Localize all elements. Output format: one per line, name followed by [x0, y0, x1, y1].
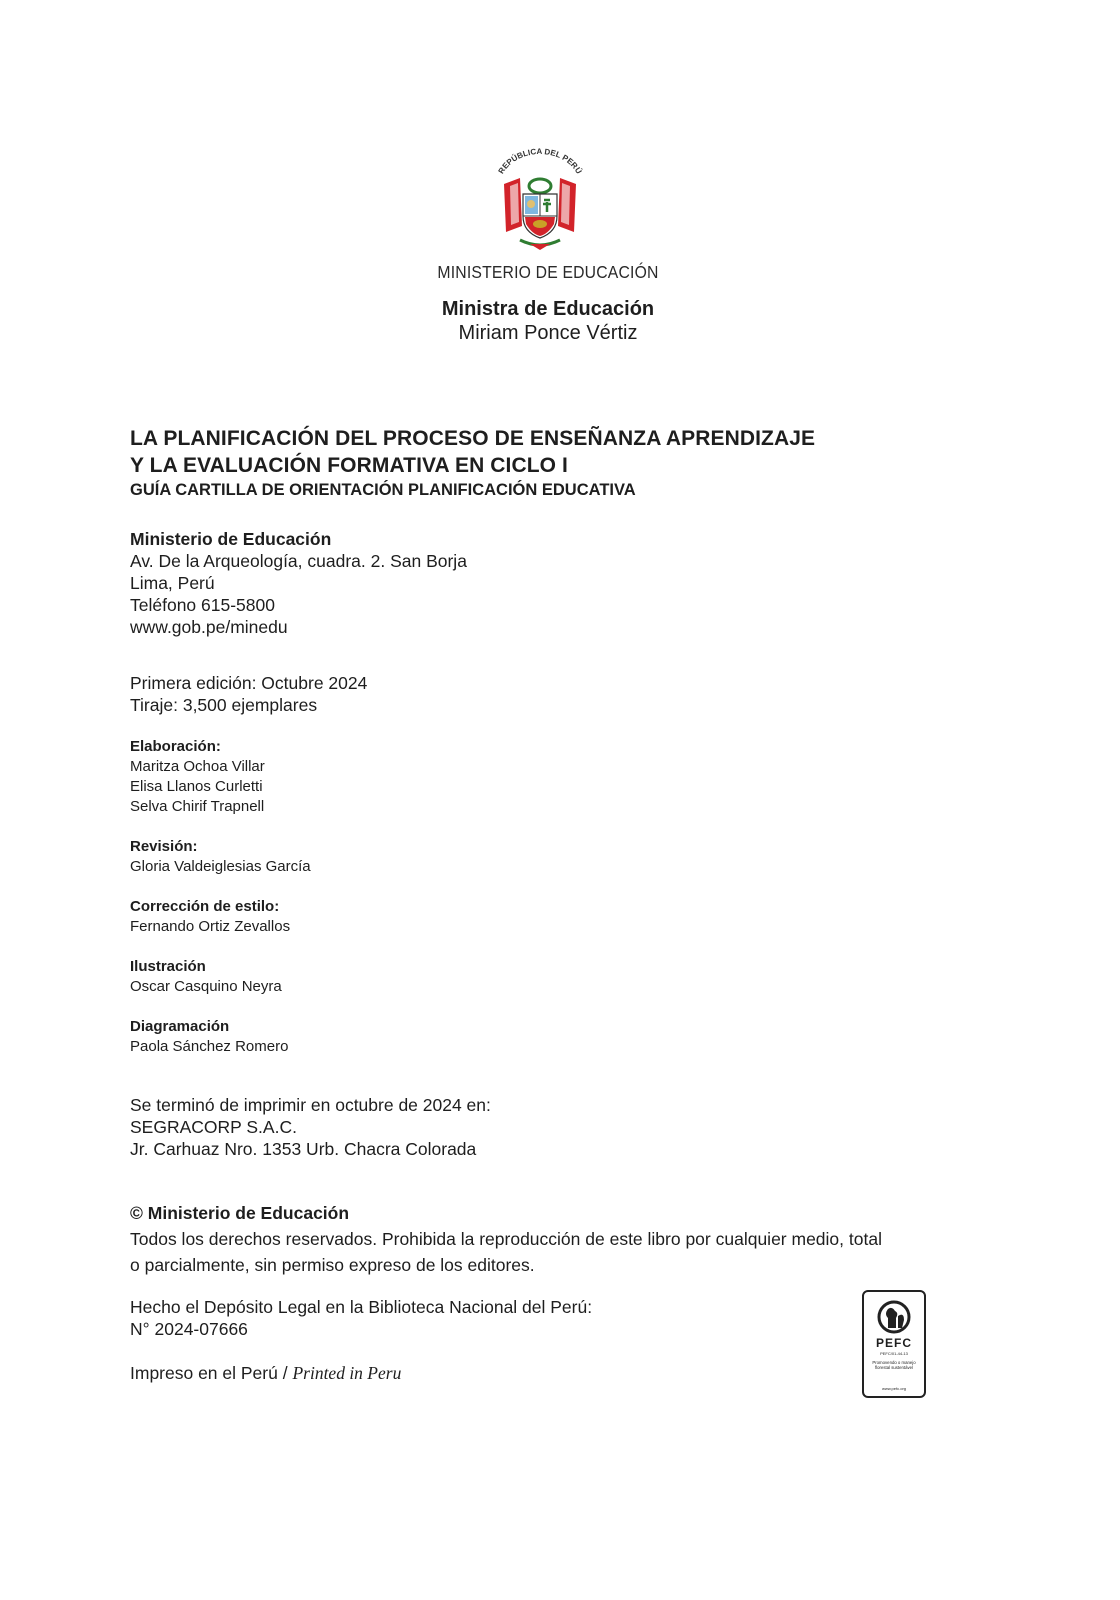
- credit-label: Corrección de estilo:: [130, 898, 280, 915]
- edition-first: Primera edición: Octubre 2024: [130, 673, 368, 693]
- publisher-block: [130, 528, 467, 638]
- credit-name: Oscar Casquino Neyra: [130, 978, 282, 995]
- credits-diagramacion: [130, 1017, 288, 1057]
- credit-label: Diagramación: [130, 1018, 230, 1035]
- publisher-name: Ministerio de Educación: [130, 529, 332, 549]
- copyright-block: [130, 1200, 882, 1278]
- imprint-es: Impreso en el Perú: [130, 1363, 278, 1383]
- credits-ilustracion: [130, 957, 282, 997]
- printing-block: [130, 1094, 491, 1160]
- legal-line-1: Hecho el Depósito Legal en la Biblioteca Nacional del Perú:: [130, 1297, 593, 1317]
- publisher-address: Av. De la Arqueología, cuadra. 2. San Borja: [130, 551, 467, 571]
- printing-line-1: Se terminó de imprimir en octubre de 2024 en:: [130, 1095, 491, 1115]
- copyright-line-2: o parcialmente, sin permiso expreso de los editores.: [130, 1255, 535, 1275]
- copyright-heading: © Ministerio de Educación: [130, 1203, 350, 1223]
- credit-label: Ilustración: [130, 958, 206, 975]
- imprint-line: [130, 1362, 401, 1384]
- credit-name: Maritza Ochoa Villar: [130, 758, 265, 775]
- credit-name: Gloria Valdeiglesias García: [130, 858, 311, 875]
- printing-line-3: Jr. Carhuaz Nro. 1353 Urb. Chacra Colorada: [130, 1139, 477, 1159]
- pefc-brand: PEFC: [875, 1336, 912, 1350]
- pefc-certification-logo: [862, 1290, 926, 1398]
- printing-line-2: SEGRACORP S.A.C.: [130, 1117, 297, 1137]
- edition-block: [130, 672, 367, 716]
- pefc-code: PEFC/01-44-13: [880, 1351, 908, 1356]
- legal-deposit-block: [130, 1296, 592, 1340]
- credit-label: Elaboración:: [130, 738, 221, 755]
- credits-elaboracion: [130, 737, 265, 817]
- subtitle: GUÍA CARTILLA DE ORIENTACIÓN PLANIFICACIÓN EDUCATIVA: [130, 481, 636, 499]
- edition-print-run: Tiraje: 3,500 ejemplares: [130, 695, 318, 715]
- peru-coat-of-arms-logo: [480, 146, 600, 256]
- credit-name: Selva Chirif Trapnell: [130, 798, 265, 815]
- credit-label: Revisión:: [130, 838, 198, 855]
- credits-revision: [130, 837, 311, 877]
- publisher-web: www.gob.pe/minedu: [130, 617, 288, 637]
- imprint-separator: /: [277, 1363, 293, 1383]
- minister-role: Ministra de Educación: [441, 298, 655, 320]
- credit-name: Fernando Ortiz Zevallos: [130, 918, 291, 935]
- pefc-web: www.pefc.org: [881, 1386, 906, 1391]
- minister-name: Miriam Ponce Vértiz: [458, 322, 638, 344]
- legal-line-2: N° 2024-07666: [130, 1319, 248, 1339]
- credits-correccion: [130, 897, 290, 937]
- pefc-tree-icon: [874, 1300, 914, 1334]
- imprint-en: Printed in Peru: [292, 1363, 402, 1383]
- credit-name: Paola Sánchez Romero: [130, 1038, 289, 1055]
- pefc-message: Promovendo o manejo florestal sustentável: [872, 1360, 916, 1370]
- document-title-block: [130, 425, 950, 501]
- copyright-line-1: Todos los derechos reservados. Prohibida la reproducción de este libro por cualquier medio, total: [130, 1229, 882, 1249]
- title-line-2: Y LA EVALUACIÓN FORMATIVA EN CICLO I: [130, 454, 568, 477]
- svg-text:REPÚBLICA DEL PERÚ: REPÚBLICA DEL PERÚ: [496, 146, 584, 176]
- credit-name: Elisa Llanos Curletti: [130, 778, 263, 795]
- title-line-1: LA PLANIFICACIÓN DEL PROCESO DE ENSEÑANZA APRENDIZAJE: [130, 427, 816, 450]
- ministry-label: MINISTERIO DE EDUCACIÓN: [437, 262, 659, 282]
- publisher-phone: Teléfono 615-5800: [130, 595, 275, 615]
- publisher-city: Lima, Perú: [130, 573, 215, 593]
